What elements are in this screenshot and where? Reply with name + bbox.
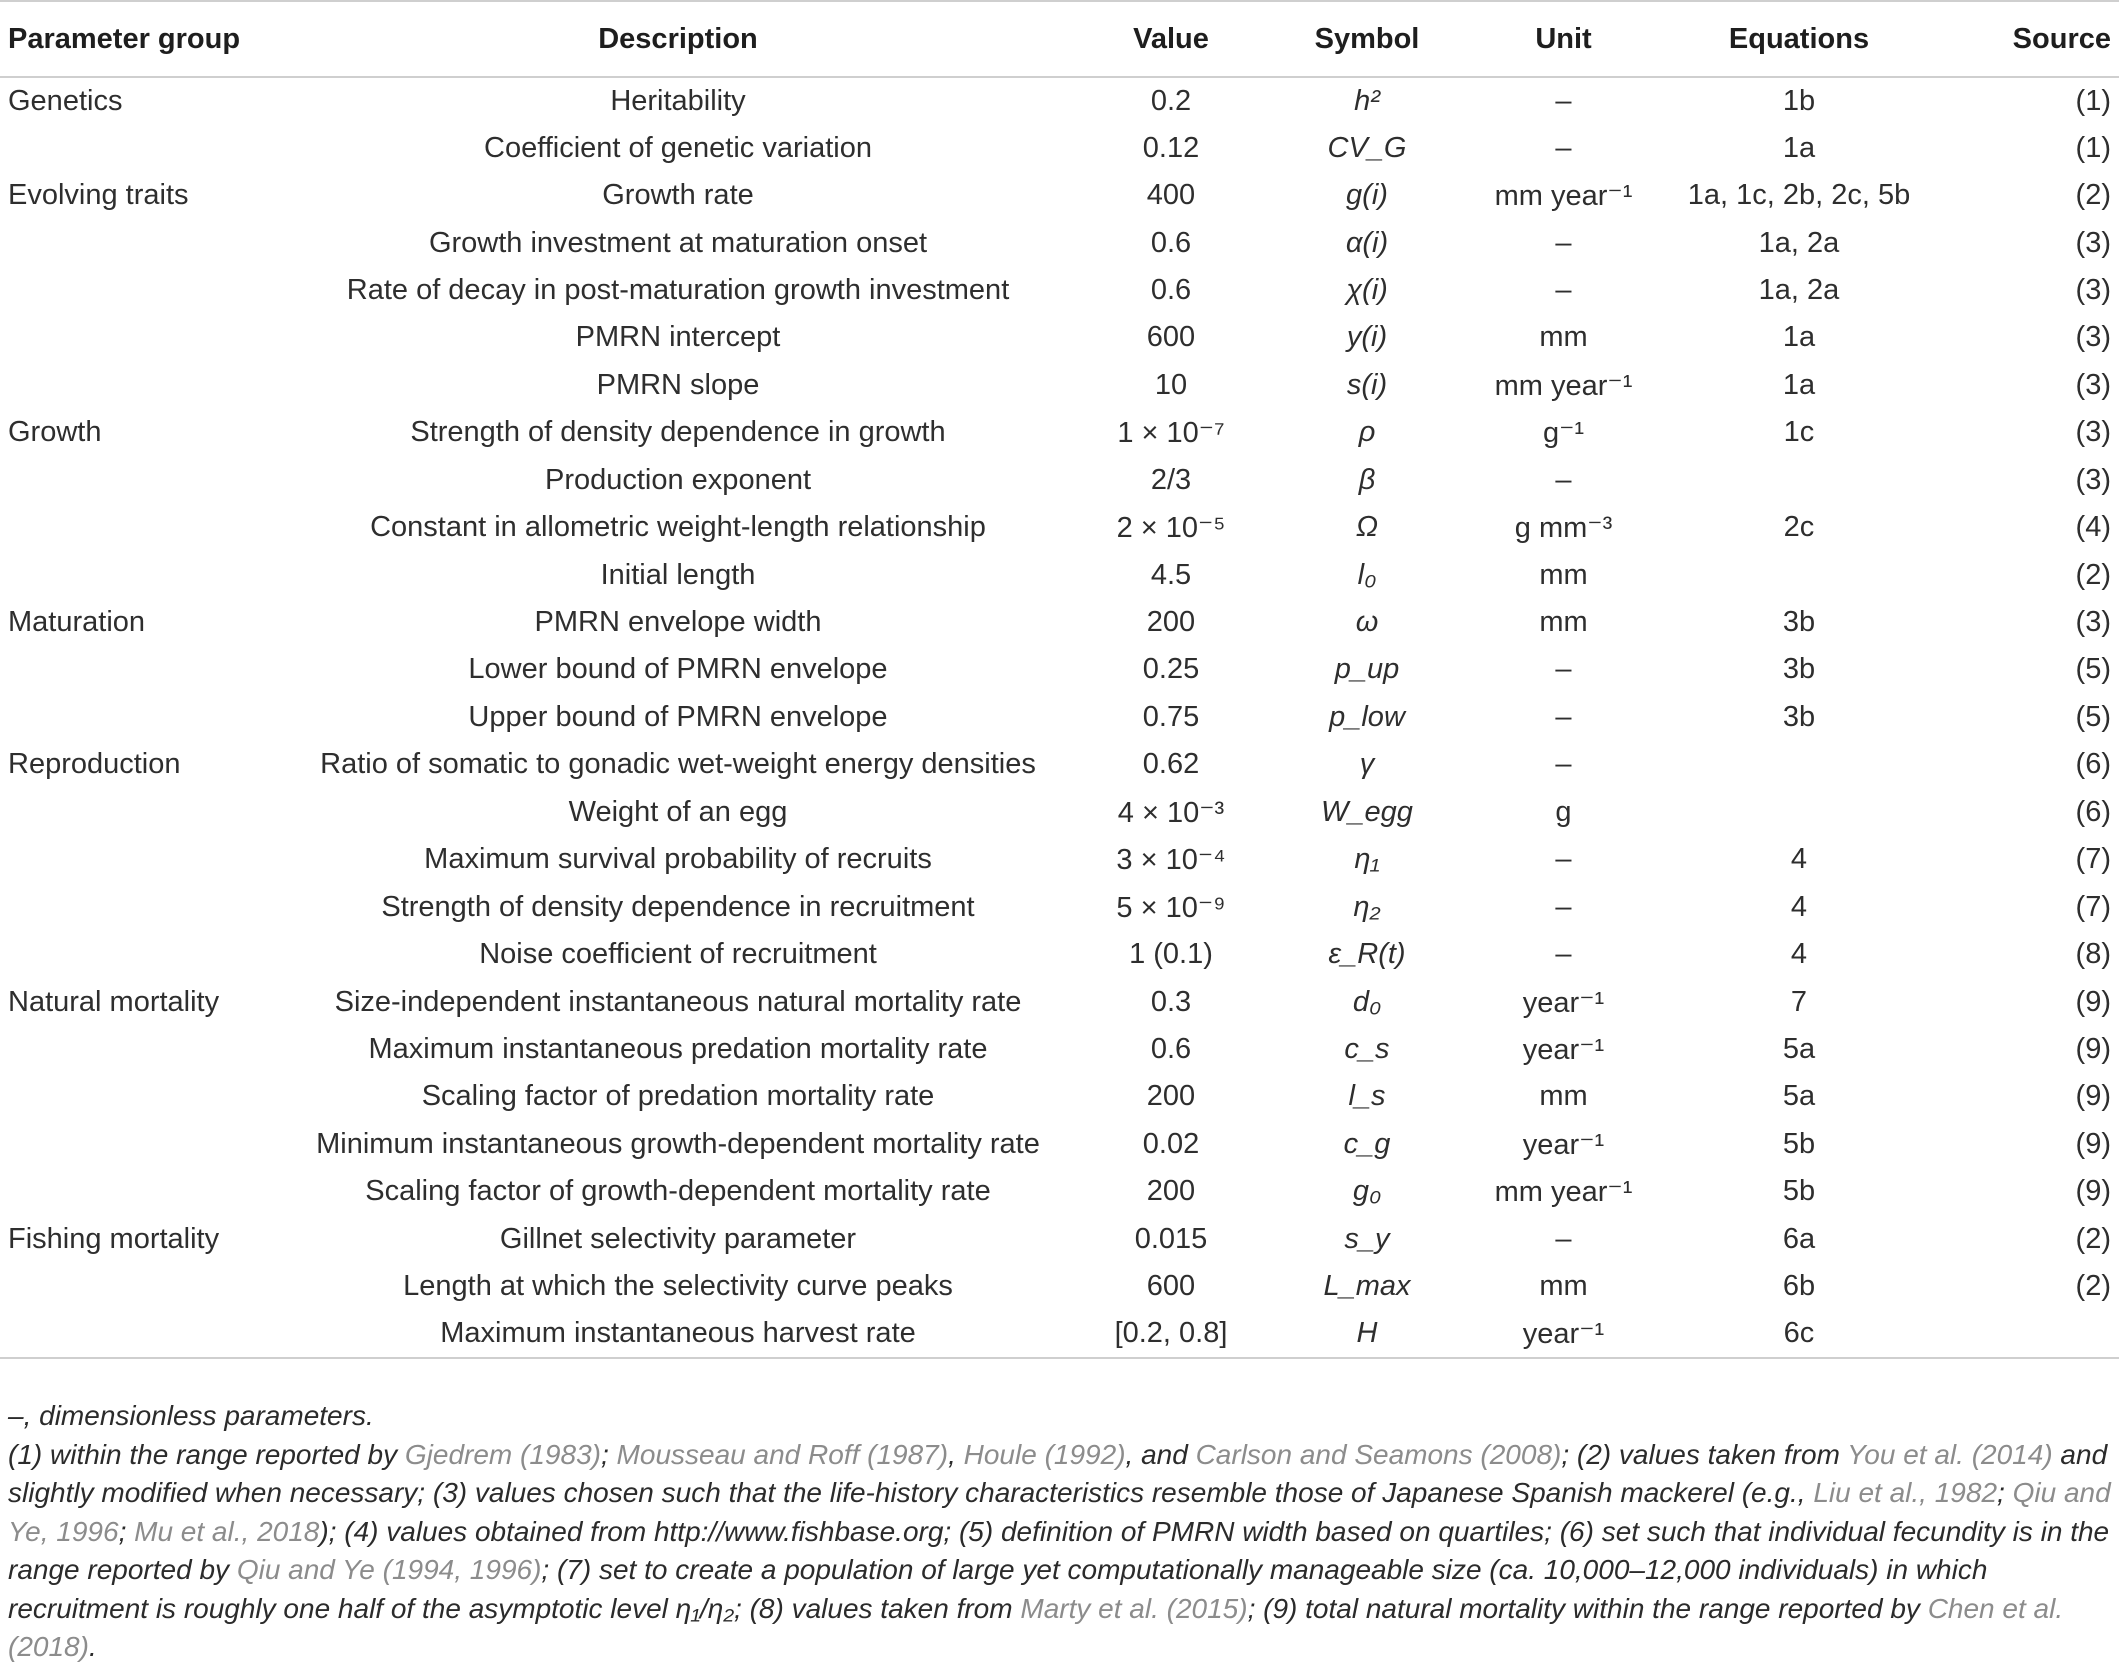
value-cell: 0.3 (1150, 985, 1192, 1018)
symbol-cell: s(i) (1346, 368, 1388, 401)
equations-cell: 5a (1782, 1080, 1816, 1113)
source-cell: (2) (2075, 179, 2111, 212)
value-cell: 3 × 10⁻⁴ (1116, 844, 1226, 877)
table-row (0, 836, 2119, 883)
citation-link[interactable]: Gjedrem (1983) (404, 1438, 601, 1470)
table-row (0, 1168, 2119, 1215)
symbol-cell: β (1358, 463, 1376, 496)
value-cell: 0.02 (1142, 1127, 1200, 1160)
group-cell: Reproduction (8, 748, 181, 781)
source-cell: (8) (2075, 938, 2111, 971)
description-cell: Weight of an egg (568, 795, 788, 828)
symbol-cell: g(i) (1346, 179, 1388, 212)
citation-link[interactable]: Qiu and Ye, 1996 (8, 1477, 2111, 1547)
value-cell: 200 (1146, 606, 1196, 639)
symbol-cell: α(i) (1345, 226, 1389, 259)
group-cell (0, 314, 290, 361)
symbol-cell: L_max (1323, 1270, 1411, 1303)
table-row (0, 1216, 2119, 1263)
source-cell: (3) (2075, 226, 2111, 259)
description-cell: Initial length (600, 558, 756, 591)
source-cell: (9) (2075, 1127, 2111, 1160)
symbol-cell: g₀ (1352, 1175, 1382, 1208)
group-cell (0, 694, 290, 741)
equations-cell: 3b (1782, 700, 1816, 733)
footnote-text: ; (2) values taken from (1561, 1438, 1848, 1470)
unit-cell: mm (1539, 606, 1588, 639)
footnote-text: (1) within the range reported by (8, 1438, 405, 1470)
table-row (0, 219, 2119, 266)
source-cell: (5) (2075, 653, 2111, 686)
symbol-cell: c_g (1343, 1127, 1391, 1160)
header-value: Value (1066, 1, 1276, 77)
footnote-text: ; (7) set to create a population of large yet computationally manageable size (ca. 10,000–12,000 individuals) in which recruitment is roughly one half of the asymptotic level η₁/η₂; (8) values taken from (8, 1554, 1988, 1624)
symbol-cell: l₀ (1357, 558, 1377, 591)
value-cell: 600 (1146, 321, 1196, 354)
symbol-cell: χ(i) (1346, 273, 1388, 306)
description-cell: Minimum instantaneous growth-dependent mortality rate (316, 1127, 1040, 1160)
table-row (0, 789, 2119, 836)
citation-link[interactable]: Houle (1992) (963, 1438, 1126, 1470)
description-cell: Upper bound of PMRN envelope (468, 700, 888, 733)
citation-link[interactable]: Mousseau and Roff (1987) (616, 1438, 949, 1470)
value-cell: 0.62 (1142, 748, 1200, 781)
equations-cell: 5b (1782, 1127, 1816, 1160)
unit-cell: – (1555, 938, 1572, 971)
unit-cell: g (1555, 795, 1572, 828)
citation-link[interactable]: Carlson and Seamons (2008) (1195, 1438, 1562, 1470)
value-cell: 2 × 10⁻⁵ (1116, 512, 1226, 545)
footnote-text: , and (1125, 1438, 1196, 1470)
header-description: Description (290, 1, 1066, 77)
equations-cell: 5b (1782, 1175, 1816, 1208)
source-cell (1929, 1310, 2119, 1357)
table-row (0, 409, 2119, 456)
table-row (0, 267, 2119, 314)
source-cell: (9) (2075, 1080, 2111, 1113)
unit-cell: year⁻¹ (1458, 1310, 1669, 1357)
value-cell: 200 (1146, 1080, 1196, 1113)
group-cell (0, 1310, 290, 1357)
group-cell (0, 219, 290, 266)
equations-cell: 3b (1782, 653, 1816, 686)
footnote-text: ; (9) total natural mortality within the range reported by (1247, 1592, 1928, 1624)
symbol-cell: p_low (1329, 700, 1405, 733)
equations-cell: 4 (1790, 890, 1808, 923)
unit-cell: mm year⁻¹ (1494, 1176, 1633, 1209)
footnote-text: . (88, 1631, 97, 1662)
equations-cell: 7 (1790, 985, 1808, 1018)
symbol-cell: h² (1354, 84, 1380, 117)
description-cell: Growth rate (602, 179, 754, 212)
equations-cell (1669, 457, 1929, 504)
source-cell: (7) (2075, 843, 2111, 876)
table-row (0, 1121, 2119, 1168)
source-cell: (4) (2075, 511, 2111, 544)
footnote-text: ; (1997, 1477, 2013, 1508)
value-cell: 200 (1146, 1175, 1196, 1208)
symbol-cell: s_y (1344, 1222, 1390, 1255)
description-cell: Size-independent instantaneous natural mortality rate (334, 985, 1022, 1018)
unit-cell: g mm⁻³ (1514, 512, 1613, 545)
footnote-dimensionless: –, dimensionless parameters. (8, 1400, 374, 1431)
table-row (0, 362, 2119, 409)
unit-cell: – (1555, 700, 1572, 733)
header-unit: Unit (1458, 1, 1669, 77)
description-cell: Length at which the selectivity curve peaks (403, 1270, 953, 1303)
source-cell: (3) (2075, 416, 2111, 449)
group-cell (0, 836, 290, 883)
table-row (0, 741, 2119, 788)
symbol-cell: ω (1355, 606, 1379, 639)
source-cell: (1) (2075, 131, 2111, 164)
equations-cell: 6a (1782, 1222, 1816, 1255)
description-cell: Maximum instantaneous harvest rate (290, 1310, 1066, 1357)
unit-cell: – (1555, 273, 1572, 306)
group-cell: Fishing mortality (8, 1222, 220, 1255)
value-cell: 0.75 (1142, 700, 1200, 733)
unit-cell: – (1555, 1222, 1572, 1255)
value-cell: 10 (1154, 368, 1188, 401)
equations-cell: 5a (1782, 1032, 1816, 1065)
group-cell (0, 504, 290, 551)
header-parameter-group: Parameter group (0, 1, 290, 77)
table-row (0, 504, 2119, 551)
source-cell: (3) (2075, 463, 2111, 496)
unit-cell: year⁻¹ (1522, 986, 1605, 1019)
description-cell: Production exponent (544, 463, 812, 496)
unit-cell: year⁻¹ (1522, 1033, 1605, 1066)
equations-cell: 6b (1782, 1270, 1816, 1303)
equations-cell: 3b (1782, 606, 1816, 639)
description-cell: Gillnet selectivity parameter (499, 1222, 857, 1255)
symbol-cell: CV_G (1327, 131, 1407, 164)
unit-cell: mm (1539, 321, 1588, 354)
value-cell: 1 (0.1) (1129, 938, 1213, 971)
description-cell: Lower bound of PMRN envelope (468, 653, 888, 686)
symbol-cell: l_s (1348, 1080, 1386, 1113)
description-cell: Growth investment at maturation onset (428, 226, 928, 259)
equations-cell (1669, 741, 1929, 788)
group-cell (0, 1168, 290, 1215)
table-row (0, 646, 2119, 693)
source-cell: (2) (2075, 558, 2111, 591)
citation-link[interactable]: Marty et al. (2015) (1020, 1592, 1248, 1624)
table-footnotes (8, 1397, 2112, 1667)
group-cell (0, 1121, 290, 1168)
symbol-cell: d₀ (1352, 985, 1382, 1018)
equations-cell: 4 (1790, 843, 1808, 876)
description-cell: Noise coefficient of recruitment (479, 938, 877, 971)
table-row (0, 77, 2119, 124)
value-cell: 0.6 (1150, 273, 1192, 306)
source-cell: (1) (2075, 84, 2111, 117)
header-equations: Equations (1669, 1, 1929, 77)
footnote-text: and slightly modified when necessary; (3) values chosen such that the life-history characteristics resemble those of Japanese Spanish mackerel (e.g., (8, 1438, 2108, 1508)
header-source: Source (1929, 1, 2119, 77)
description-cell: PMRN slope (596, 368, 760, 401)
unit-cell: mm year⁻¹ (1494, 180, 1633, 213)
source-cell: (6) (2075, 748, 2111, 781)
unit-cell: – (1555, 653, 1572, 686)
footnote-sources (8, 1436, 2112, 1667)
source-cell: (3) (2075, 606, 2111, 639)
source-cell: (3) (2075, 321, 2111, 354)
symbol-cell: ρ (1358, 416, 1376, 449)
value-cell: 0.25 (1142, 653, 1200, 686)
symbol-cell: y(i) (1346, 321, 1388, 354)
group-cell (0, 551, 290, 598)
description-cell: Strength of density dependence in growth (410, 416, 946, 449)
citation-link[interactable]: Liu et al., 1982 (1813, 1477, 1998, 1508)
table-row (0, 124, 2119, 171)
symbol-cell: γ (1359, 748, 1375, 781)
unit-cell: year⁻¹ (1522, 1128, 1605, 1161)
table-row (0, 551, 2119, 598)
equations-cell: 4 (1790, 938, 1808, 971)
description-cell: Strength of density dependence in recruitment (381, 890, 975, 923)
footnote-text: ; (118, 1515, 135, 1547)
unit-cell: – (1555, 843, 1572, 876)
table-row (0, 1310, 2119, 1357)
source-cell: (9) (2075, 1175, 2111, 1208)
group-cell (0, 124, 290, 171)
group-cell: Natural mortality (8, 985, 220, 1018)
group-cell (0, 362, 290, 409)
value-cell: 600 (1146, 1270, 1196, 1303)
value-cell: 400 (1146, 179, 1196, 212)
table-row (0, 883, 2119, 930)
symbol-cell: H (1276, 1310, 1458, 1357)
description-cell: Coefficient of genetic variation (484, 131, 872, 164)
group-cell (0, 883, 290, 930)
equations-cell: 1a (1782, 368, 1816, 401)
unit-cell: – (1555, 84, 1572, 117)
table-row (0, 1073, 2119, 1120)
description-cell: Maximum survival probability of recruits (424, 843, 932, 876)
group-cell (0, 931, 290, 978)
table-row (0, 457, 2119, 504)
symbol-cell: η₂ (1353, 890, 1381, 923)
source-cell: (6) (2075, 795, 2111, 828)
equations-cell: 2c (1783, 511, 1815, 544)
symbol-cell: c_s (1344, 1032, 1390, 1065)
equations-cell: 1a, 2a (1758, 273, 1840, 306)
equations-cell: 1a (1782, 321, 1816, 354)
footnote-text: , (948, 1438, 964, 1470)
equations-cell: 1a, 1c, 2b, 2c, 5b (1687, 179, 1911, 212)
table-body (0, 77, 2119, 1358)
source-cell: (5) (2075, 700, 2111, 733)
citation-link[interactable]: Qiu and Ye (1994, 1996) (236, 1554, 542, 1585)
symbol-cell: Ω (1355, 511, 1379, 544)
table-row (0, 694, 2119, 741)
description-cell: Heritability (610, 84, 746, 117)
unit-cell: – (1555, 463, 1572, 496)
source-cell: (2) (2075, 1222, 2111, 1255)
description-cell: Maximum instantaneous predation mortality rate (368, 1032, 988, 1065)
header-row (0, 1, 2119, 77)
symbol-cell: p_up (1334, 653, 1400, 686)
source-cell: (2) (2075, 1270, 2111, 1303)
value-cell: 1 × 10⁻⁷ (1117, 417, 1225, 450)
value-cell: 2/3 (1150, 463, 1192, 496)
source-cell: (3) (2075, 368, 2111, 401)
group-cell (0, 1026, 290, 1073)
table-row (0, 1263, 2119, 1310)
value-cell: [0.2, 0.8] (1066, 1310, 1276, 1357)
value-cell: 0.12 (1142, 131, 1200, 164)
group-cell: Genetics (8, 84, 123, 117)
unit-cell: mm (1539, 558, 1588, 591)
equations-cell: 1c (1783, 416, 1815, 449)
value-cell: 0.015 (1134, 1222, 1208, 1255)
unit-cell: mm (1539, 1080, 1588, 1113)
equations-cell (1669, 789, 1929, 836)
unit-cell: – (1555, 131, 1572, 164)
equations-cell: 1a, 2a (1758, 226, 1840, 259)
table-row (0, 931, 2119, 978)
footnote-text: ); (4) values obtained from http://www.fishbase.org; (5) definition of PMRN width based on quartiles; (6) set such that individual fecundity is in the range reported by (8, 1515, 2110, 1585)
source-cell: (7) (2075, 890, 2111, 923)
unit-cell: mm (1539, 1270, 1588, 1303)
unit-cell: – (1555, 890, 1572, 923)
value-cell: 0.6 (1150, 1032, 1192, 1065)
description-cell: PMRN intercept (575, 321, 781, 354)
equations-cell: 1b (1782, 84, 1816, 117)
table-row (0, 599, 2119, 646)
unit-cell: mm year⁻¹ (1494, 369, 1633, 402)
group-cell: Growth (8, 416, 102, 449)
citation-link[interactable]: Mu et al., 2018 (134, 1515, 320, 1547)
group-cell: Maturation (8, 606, 146, 639)
table-row (0, 172, 2119, 219)
unit-cell: – (1555, 226, 1572, 259)
value-cell: 4 × 10⁻³ (1117, 796, 1225, 829)
equations-cell (1669, 551, 1929, 598)
group-cell (0, 1073, 290, 1120)
description-cell: Constant in allometric weight-length relationship (370, 511, 986, 544)
group-cell (0, 1263, 290, 1310)
group-cell (0, 646, 290, 693)
value-cell: 0.6 (1150, 226, 1192, 259)
unit-cell: – (1555, 748, 1572, 781)
citation-link[interactable]: Chen et al. (2018) (8, 1592, 2064, 1662)
group-cell (0, 457, 290, 504)
group-cell (0, 789, 290, 836)
description-cell: Ratio of somatic to gonadic wet-weight energy densities (320, 748, 1036, 781)
unit-cell: g⁻¹ (1542, 417, 1585, 450)
value-cell: 5 × 10⁻⁹ (1116, 891, 1226, 924)
table-row (0, 978, 2119, 1025)
value-cell: 0.2 (1150, 84, 1192, 117)
table-row (0, 314, 2119, 361)
symbol-cell: η₁ (1354, 843, 1380, 876)
group-cell (0, 267, 290, 314)
source-cell: (3) (2075, 273, 2111, 306)
description-cell: Scaling factor of growth-dependent mortality rate (365, 1175, 991, 1208)
source-cell: (9) (2075, 985, 2111, 1018)
table-row (0, 1026, 2119, 1073)
source-cell: (9) (2075, 1032, 2111, 1065)
equations-cell: 6c (1669, 1310, 1929, 1357)
footnote-text: ; (600, 1438, 617, 1470)
description-cell: PMRN envelope width (534, 606, 822, 639)
description-cell: Rate of decay in post-maturation growth investment (346, 273, 1010, 306)
citation-link[interactable]: You et al. (2014) (1847, 1438, 2053, 1470)
symbol-cell: ε_R(t) (1328, 938, 1406, 971)
description-cell: Scaling factor of predation mortality rate (421, 1080, 935, 1113)
header-symbol: Symbol (1276, 1, 1458, 77)
value-cell: 4.5 (1150, 558, 1192, 591)
equations-cell: 1a (1782, 131, 1816, 164)
symbol-cell: W_egg (1321, 795, 1413, 828)
group-cell: Evolving traits (8, 179, 189, 212)
